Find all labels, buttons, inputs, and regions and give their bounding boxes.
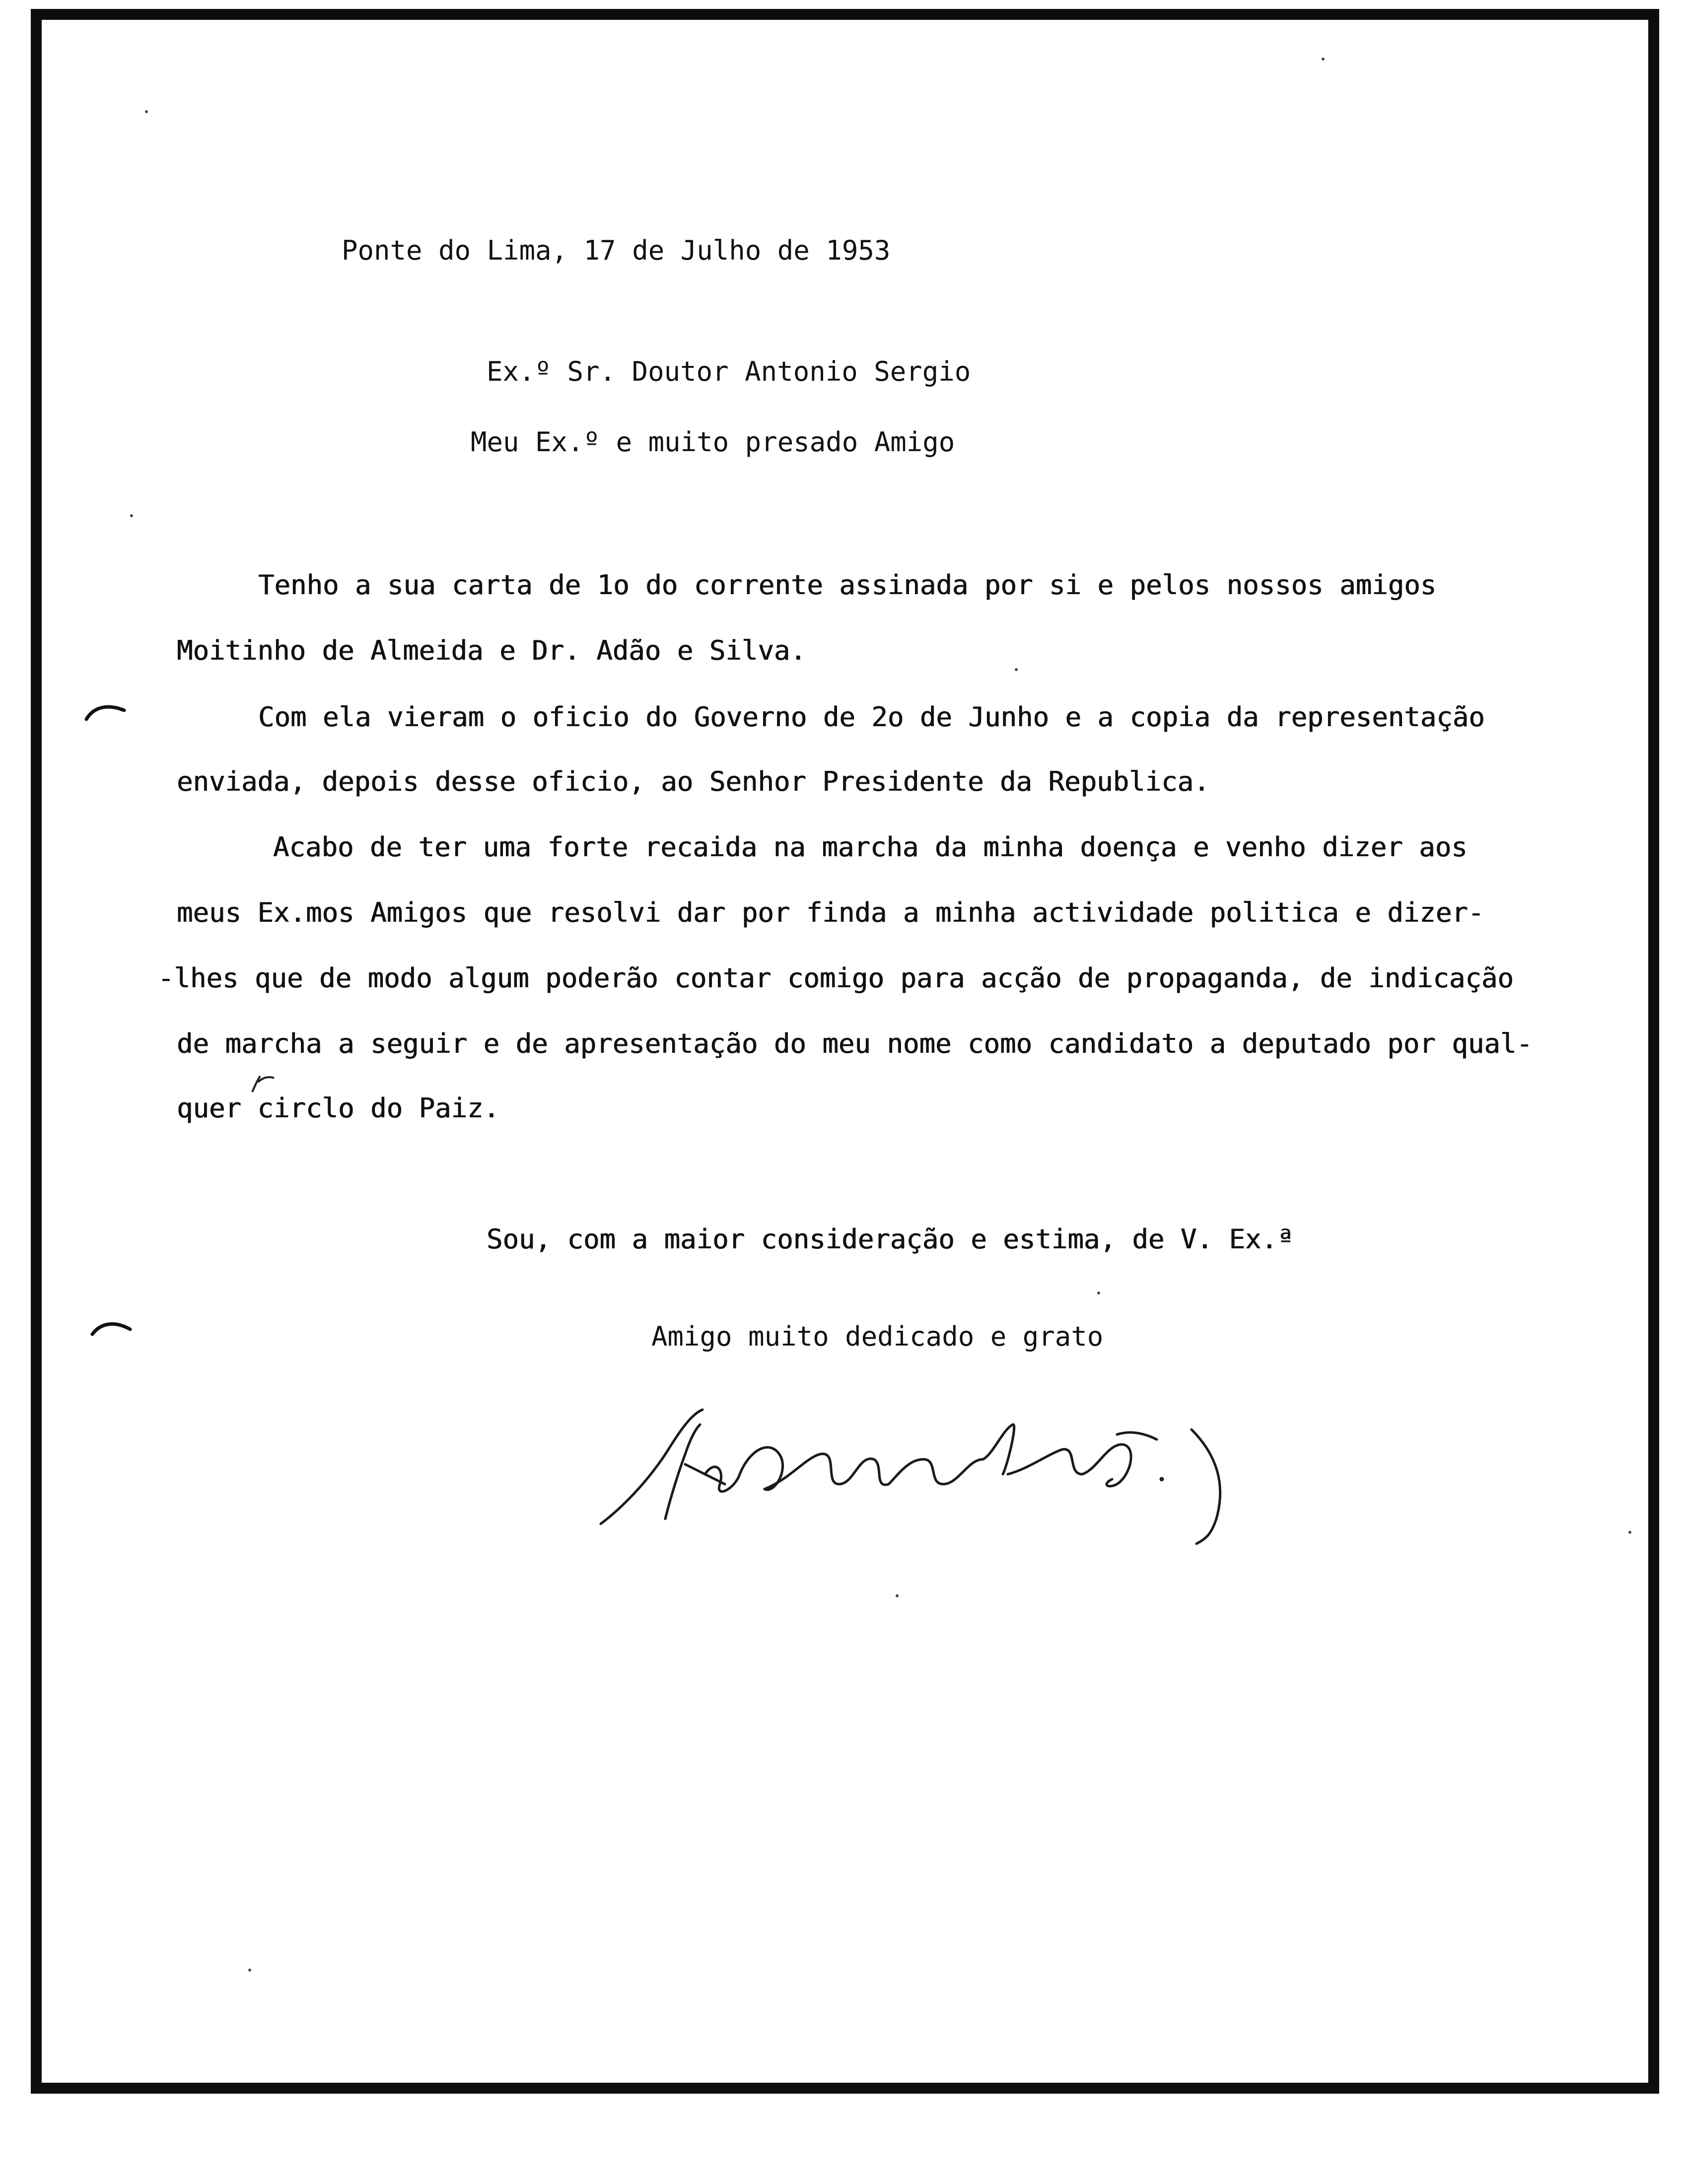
- body-line: -lhes que de modo algum poderão contar comigo para acção de propaganda, de indicação: [158, 962, 1514, 994]
- paper-speck: [896, 1594, 899, 1597]
- paper-speck: [1015, 668, 1018, 671]
- paper-speck: [248, 1969, 251, 1972]
- body-line: Acabo de ter uma forte recaida na marcha da minha doença e venho dizer aos: [273, 831, 1468, 863]
- margin-mark-bottom: [89, 1314, 134, 1344]
- place-date: Ponte do Lima, 17 de Julho de 1953: [342, 235, 891, 266]
- addressee: Ex.º Sr. Doutor Antonio Sergio: [487, 356, 971, 387]
- closing: Sou, com a maior consideração e estima, de V. Ex.ª: [487, 1224, 1294, 1255]
- margin-mark-top: [83, 697, 128, 727]
- correction-mark: [248, 1072, 278, 1097]
- paper-speck: [145, 110, 148, 113]
- signature: [591, 1400, 1236, 1549]
- body-line: Moitinho de Almeida e Dr. Adão e Silva.: [177, 635, 806, 666]
- valediction: Amigo muito dedicado e grato: [651, 1321, 1104, 1352]
- body-line: Com ela vieram o oficio do Governo de 2o de Junho e a copia da representação: [258, 701, 1485, 733]
- body-line: meus Ex.mos Amigos que resolvi dar por finda a minha actividade politica e dizer-: [177, 897, 1484, 928]
- paper-speck: [1097, 1292, 1100, 1295]
- paper-speck: [130, 514, 133, 517]
- paper-speck: [1322, 58, 1325, 61]
- body-line: Tenho a sua carta de 1o do corrente assinada por si e pelos nossos amigos: [258, 569, 1437, 601]
- paper-speck: [1628, 1531, 1631, 1534]
- salutation: Meu Ex.º e muito presado Amigo: [471, 426, 955, 458]
- body-line: enviada, depois desse oficio, ao Senhor Presidente da Republica.: [177, 766, 1210, 797]
- body-line: de marcha a seguir e de apresentação do meu nome como candidato a deputado por qual-: [177, 1028, 1533, 1059]
- body-line: quer circlo do Paiz.: [177, 1092, 500, 1124]
